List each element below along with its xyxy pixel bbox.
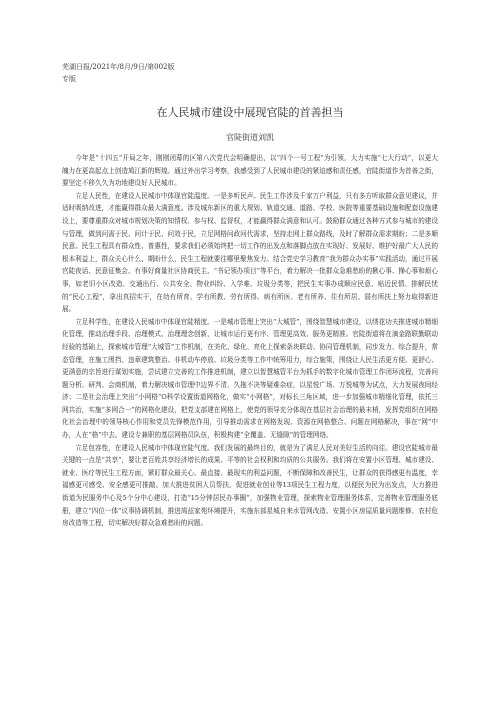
- paragraph: 今年是“十四五”开局之年，刚刚闭幕的区第八次党代会明确提出，以“四个一号工程”为引领，大力实施“七大行动”，以更大魄力在更高起点上创造鸠江新的辉煌。通过外出学习考察，我感受到了人民城市建设的紧迫感和责任感，官陡街道作为首善之街，要坚定不移久久为功地建设好人民城市。: [62, 154, 438, 188]
- paragraph: 立足人民性，在建设人民城市中体现官陡温度。一是多听民声。民生工作涉及千家万户利益，只有多方听取群众意见建议，并适时吸纳改进，才能赢得群众最大满意度。涉及城东新区的重大规划、轨道交通、道路、学校、医院等重要基础设施和配套设施建设上，要尊重群众对城市规划决策的知情权、参与权、监督权，才能赢得群众满意和认可。鼓励群众通过各种方式参与城市的建设与管理，做到问需于民、问计于民、问效于民，立足网格问政问代需求，坚持走网上群众路线，及时了解群众需求期盼；二是多顺民意。民生工程具有群众性、普惠性，要求我们必须始终把一切工作的出发点和落脚点放在实现好、发展好、维护好最广大人民的根本利益上，群众关心什么、期盼什么，民生工程就要往哪里聚焦发力。结合党史学习教育“我为群众办实事”实践活动，通过开展官陡夜话、民意征集会、有事好商量社区协商民主、“书记领办项目”等平台，着力解决一批群众急难愁盼的揪心事、操心事和烦心事，如老旧小区改造、交通出行、公共安全、物业纠纷、入学难、垃圾分类等，把民生实事办成顺应民意、贴近民情、排解民忧的“民心工程”，拿出真招实干，在幼有所育、学有所教、劳有所得、病有所医、老有所养、住有所居、弱有所扶上努力取得新进展。: [62, 191, 438, 314]
- section-label: 专版: [62, 75, 76, 83]
- source-line: 芜湖日报/2021年/8月/9日/第002版: [62, 63, 175, 71]
- paragraph: 立足科学性，在建设人民城市中体现官陡精度。一是城市管理上突出“大城管”，围绕智慧城市建设，以绣花功夫推进城市精细化管理，推动治理手段、治理模式、治理理念创新，让城市运行更有序、管理更高效、服务更精准。官陡街道将在滴金路联勤联动经验的基础上，探索城市管理“大城管”工作机制，在美化、绿化、亮化上探索条块联动、协同管理机制，同步发力、综合提升，常态管理，在施工围挡、违章建筑整治、非机动车停放、垃圾分类等工作中统筹用力，综合施策，围绕让人民生活更方便、更舒心、更满意的宗旨进行谋划实施，尝试建立完善的工作推进机制，建立以智慧城管平台为抓手的数字化城市管理工作闭环流程，完善问题分析、研判、会商机制，着力解决城市管理中边界不清、久拖不决等疑难杂症，以星悦广场、万悦城等为试点，大力发展夜间经济；二是社会治理上突出“小网格”O科学设置街道网格化，做实“小网格”，对标长三角区域，进一步加强城市精细化管理，依托三网共治，实施“多网合一”的网格化建设，把党支部建在网格上，使党的领导充分体现在基层社会治理的最末梢，发挥党组织在网格化社会治理中的领导核心作用和党员先锋模范作用，引导推动需求在网格发现、资源在网格整合、问题在网格解决，事在“网”中办，人在“格”中去。建设专兼职的基层网格员队伍，积极构建“全覆盖、无缝隙”的管理网络。: [62, 317, 438, 440]
- paragraph: 立足包容性，在建设人民城市中体现官陡气度。我们发展的最终目的，就是为了满足人民对美好生活的向往。建设官陡城市最关键的一点是“共享”，要让老百姓共享经济增长的成果、平等的社会权利和均质的公共服务。我们将在安置小区管理、城市建设、就业、医疗等民生工程方面，紧盯群众最关心、最直接、最现实的利益问题，不断保障和改善民生，让群众的获得感更有温度，幸福感更可感受、安全感更可推敲。加大推进贫困人员帮扶、促进就业创业等13项民生工程力度，以便民为民为出发点，大力推进街道为民服务中心及5个分中心建设，打造“15分钟居民办事圈”，加强物业管理，探索物业管理服务体系，完善物业管理服务底册，建立“四位一体”议事协调机制，推进鸠兹家苑环境提升，实施东部星城自来水管网改造、安置小区房屋质量问题维修、农村危房改造等工程，切实解决好群众急难愁盼的问题。: [62, 443, 438, 528]
- article-body: [62, 152, 438, 530]
- article-title: 在人民城市建设中展现官陡的首善担当: [156, 106, 344, 119]
- article-author: 官陡街道刘凯: [226, 133, 274, 142]
